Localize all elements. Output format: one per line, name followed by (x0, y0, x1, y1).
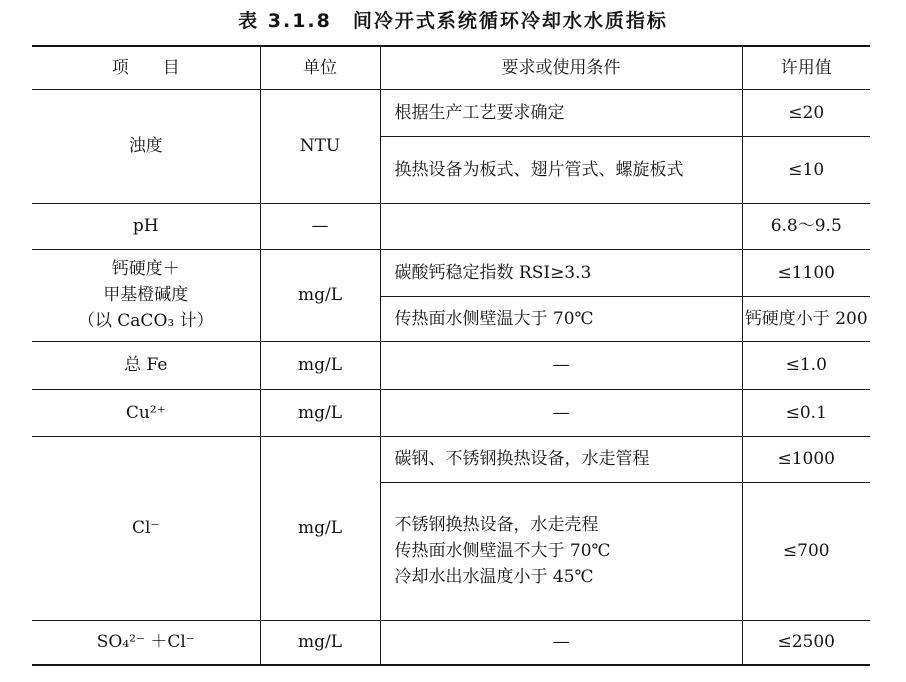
unit-cell: — (260, 203, 380, 249)
item-cell: 浊度 (32, 89, 260, 203)
value-cell: ≤1100 (742, 249, 870, 296)
table-row (32, 389, 870, 436)
condition-cell: 换热设备为板式、翅片管式、螺旋板式 (380, 136, 742, 203)
value-cell: ≤20 (742, 89, 870, 136)
header-condition: 要求或使用条件 (380, 46, 742, 89)
value-cell: ≤700 (742, 482, 870, 620)
condition-cell: 碳钢、不锈钢换热设备，水走管程 (380, 436, 742, 482)
table-row (32, 620, 870, 665)
value-cell: ≤10 (742, 136, 870, 203)
unit-cell: mg/L (260, 436, 380, 620)
table-title: 表 3.1.8 间冷开式系统循环冷却水水质指标 (238, 10, 668, 32)
value-cell: 钙硬度小于 200 (742, 296, 870, 341)
unit-cell: mg/L (260, 341, 380, 389)
item-cell: 钙硬度＋ 甲基橙碱度 （以 CaCO₃ 计） (32, 249, 260, 341)
water-quality-table (32, 45, 870, 666)
item-cell: pH (32, 203, 260, 249)
header-row (32, 46, 870, 89)
condition-cell: — (380, 389, 742, 436)
condition-cell: 不锈钢换热设备，水走壳程 传热面水侧壁温不大于 70℃ 冷却水出水温度小于 45℃ (380, 482, 742, 620)
value-cell: 6.8～9.5 (742, 203, 870, 249)
condition-cell: 根据生产工艺要求确定 (380, 89, 742, 136)
table-row (32, 203, 870, 249)
condition-cell: 碳酸钙稳定指数 RSI≥3.3 (380, 249, 742, 296)
table-row (32, 89, 870, 136)
header-unit: 单位 (260, 46, 380, 89)
unit-cell: mg/L (260, 620, 380, 665)
header-allowed-value: 许用值 (742, 46, 870, 89)
unit-cell: NTU (260, 89, 380, 203)
value-cell: ≤0.1 (742, 389, 870, 436)
unit-cell: mg/L (260, 389, 380, 436)
value-cell: ≤1000 (742, 436, 870, 482)
condition-cell: — (380, 341, 742, 389)
value-cell: ≤2500 (742, 620, 870, 665)
value-cell: ≤1.0 (742, 341, 870, 389)
condition-cell: 传热面水侧壁温大于 70℃ (380, 296, 742, 341)
table-row (32, 436, 870, 482)
condition-cell: — (380, 620, 742, 665)
unit-cell: mg/L (260, 249, 380, 341)
item-cell: SO₄²⁻ ＋Cl⁻ (32, 620, 260, 665)
item-cell: 总 Fe (32, 341, 260, 389)
table-row (32, 341, 870, 389)
condition-cell (380, 203, 742, 249)
item-cell: Cu²⁺ (32, 389, 260, 436)
item-cell: Cl⁻ (32, 436, 260, 620)
header-item: 项 目 (32, 46, 260, 89)
table-row (32, 249, 870, 296)
